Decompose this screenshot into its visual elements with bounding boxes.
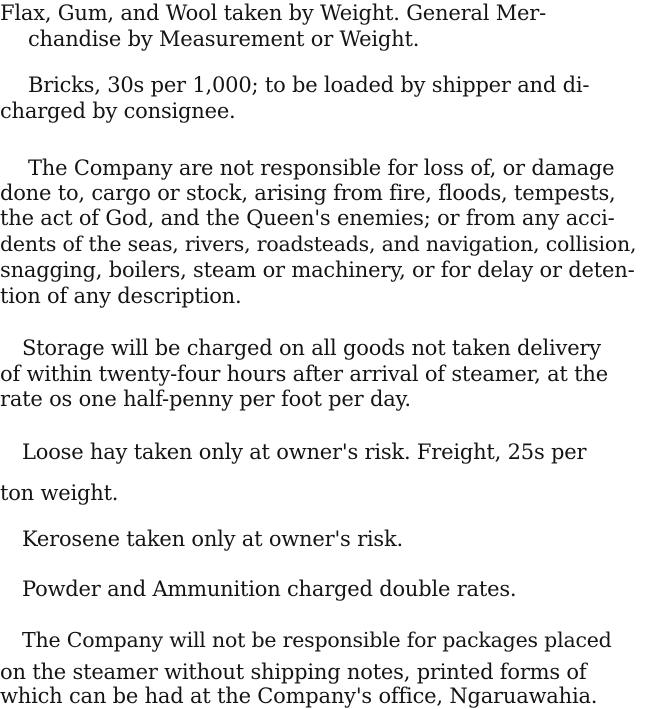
text-line: the act of God, and the Queen's enemies; or from any acci- [0,206,615,230]
text-line: ton weight. [0,481,119,505]
text-line: Bricks, 30s per 1,000; to be loaded by shipper and di- [28,73,590,97]
text-line: The Company are not responsible for loss of, or damage [28,156,615,180]
text-line: rate os one half-penny per foot per day. [0,387,411,411]
text-line: dents of the seas, rivers, roadsteads, and navigation, collision, [0,232,637,256]
text-line: chandise by Measurement or Weight. [28,27,420,51]
text-line: Kerosene taken only at owner's risk. [22,527,404,551]
text-line: The Company will not be responsible for packages placed [22,628,612,652]
text-line: done to, cargo or stock, arising from fire, floods, tempests, [0,181,616,205]
text-line: snagging, boilers, steam or machinery, or for delay or deten- [0,258,635,282]
text-line: Flax, Gum, and Wool taken by Weight. General Mer- [0,1,547,25]
text-line: Storage will be charged on all goods not taken delivery [22,336,601,360]
text-line: on the steamer without shipping notes, printed forms of [0,660,587,684]
text-line: which can be had at the Company's office, Ngaruawahia. [0,684,598,708]
text-line: of within twenty-four hours after arrival of steamer, at the [0,362,608,386]
text-line: Loose hay taken only at owner's risk. Freight, 25s per [22,440,587,464]
text-line: Powder and Ammunition charged double rates. [22,577,517,601]
text-line: tion of any description. [0,284,242,308]
text-line: charged by consignee. [0,99,236,123]
